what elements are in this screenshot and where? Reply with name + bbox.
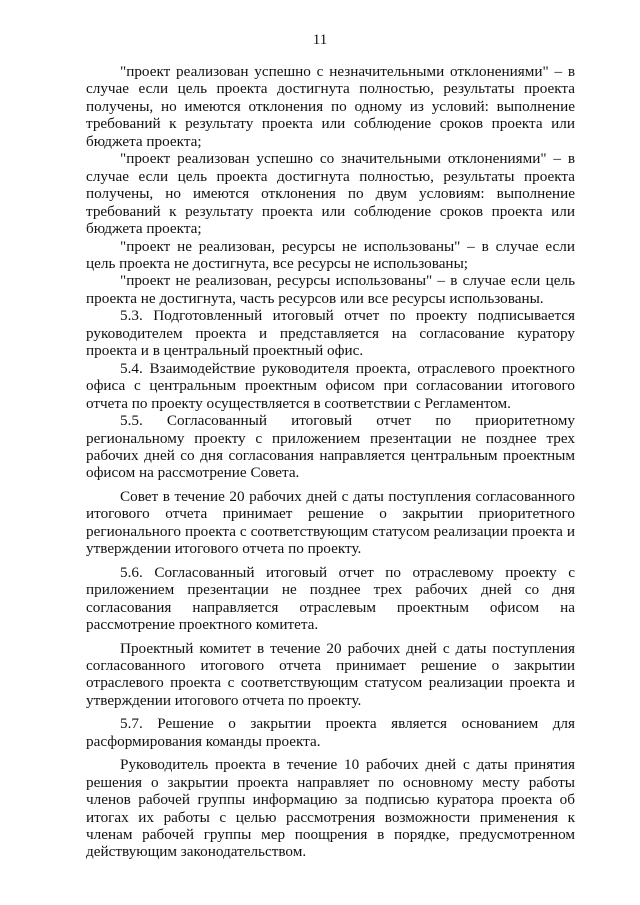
paragraph-status-not-implemented-unused: "проект не реализован, ресурсы не использованы" – в случае если цель проекта не достигнута, все ресурсы не использованы; — [86, 237, 575, 272]
paragraph-5-5: 5.5. Согласованный итоговый отчет по приоритетному региональному проекту с приложением презентации не позднее трех рабочих дней со дня согласования направляется центральным проектным офисом на рассмотрение Совета. — [86, 412, 575, 482]
paragraph-status-not-implemented-used: "проект не реализован, ресурсы использованы" – в случае если цель проекта не достигнута, часть ресурсов или все ресурсы использованы. — [86, 272, 575, 307]
paragraph-5-6: 5.6. Согласованный итоговый отчет по отраслевому проекту с приложением презентации не позднее трех рабочих дней со дня согласования направляется отраслевым проектным офисом на рассмотрение проектного комитета. — [86, 563, 575, 634]
paragraph-5-3: 5.3. Подготовленный итоговый отчет по проекту подписывается руководителем проекта и представляется на согласование куратору проекта и в центральный проектный офис. — [86, 307, 575, 360]
paragraph-5-4: 5.4. Взаимодействие руководителя проекта, отраслевого проектного офиса с центральным проектным офисом при согласовании итогового отчета по проекту осуществляется в соответствии с Регламентом. — [86, 359, 575, 412]
paragraph-5-7: 5.7. Решение о закрытии проекта является основанием для расформирования команды проекта. — [86, 715, 575, 750]
document-body — [86, 63, 575, 861]
paragraph-council-decision: Совет в течение 20 рабочих дней с даты поступления согласованного итогового отчета принимает решение о закрытии приоритетного регионального проекта с соответствующим статусом реализации проекта и утверждении итогового отчета по проекту. — [86, 487, 575, 558]
paragraph-committee-decision: Проектный комитет в течение 20 рабочих дней с даты поступления согласованного итогового отчета принимает решение о закрытии отраслевого проекта с соответствующим статусом реализации проекта и утверждении итогового отчета по проекту. — [86, 639, 575, 709]
paragraph-status-minor-deviations: "проект реализован успешно с незначительными отклонениями" – в случае если цель проекта достигнута полностью, результаты проекта получены, но имеются отклонения по одному из условий: выполнение требований к результату проекта или соблюдение сроков проекта или бюджета проекта; — [86, 63, 575, 150]
page-number: 11 — [312, 32, 328, 48]
paragraph-status-major-deviations: "проект реализован успешно со значительными отклонениями" – в случае если цель проекта достигнута полностью, результаты проекта получены, но имеются отклонения по двум условиям: выполнение требований к результату проекта или соблюдение сроков проекта или бюджета проекта; — [86, 150, 575, 238]
paragraph-project-manager-report: Руководитель проекта в течение 10 рабочих дней с даты принятия решения о закрытии проекта направляет по основному месту работы членов рабочей группы информацию за подписью куратора проекта об итогах их работы с целью рассмотрения возможности применения к членам рабочей группы мер поощрения в порядке, предусмотренном действующим законодательством. — [86, 756, 575, 861]
